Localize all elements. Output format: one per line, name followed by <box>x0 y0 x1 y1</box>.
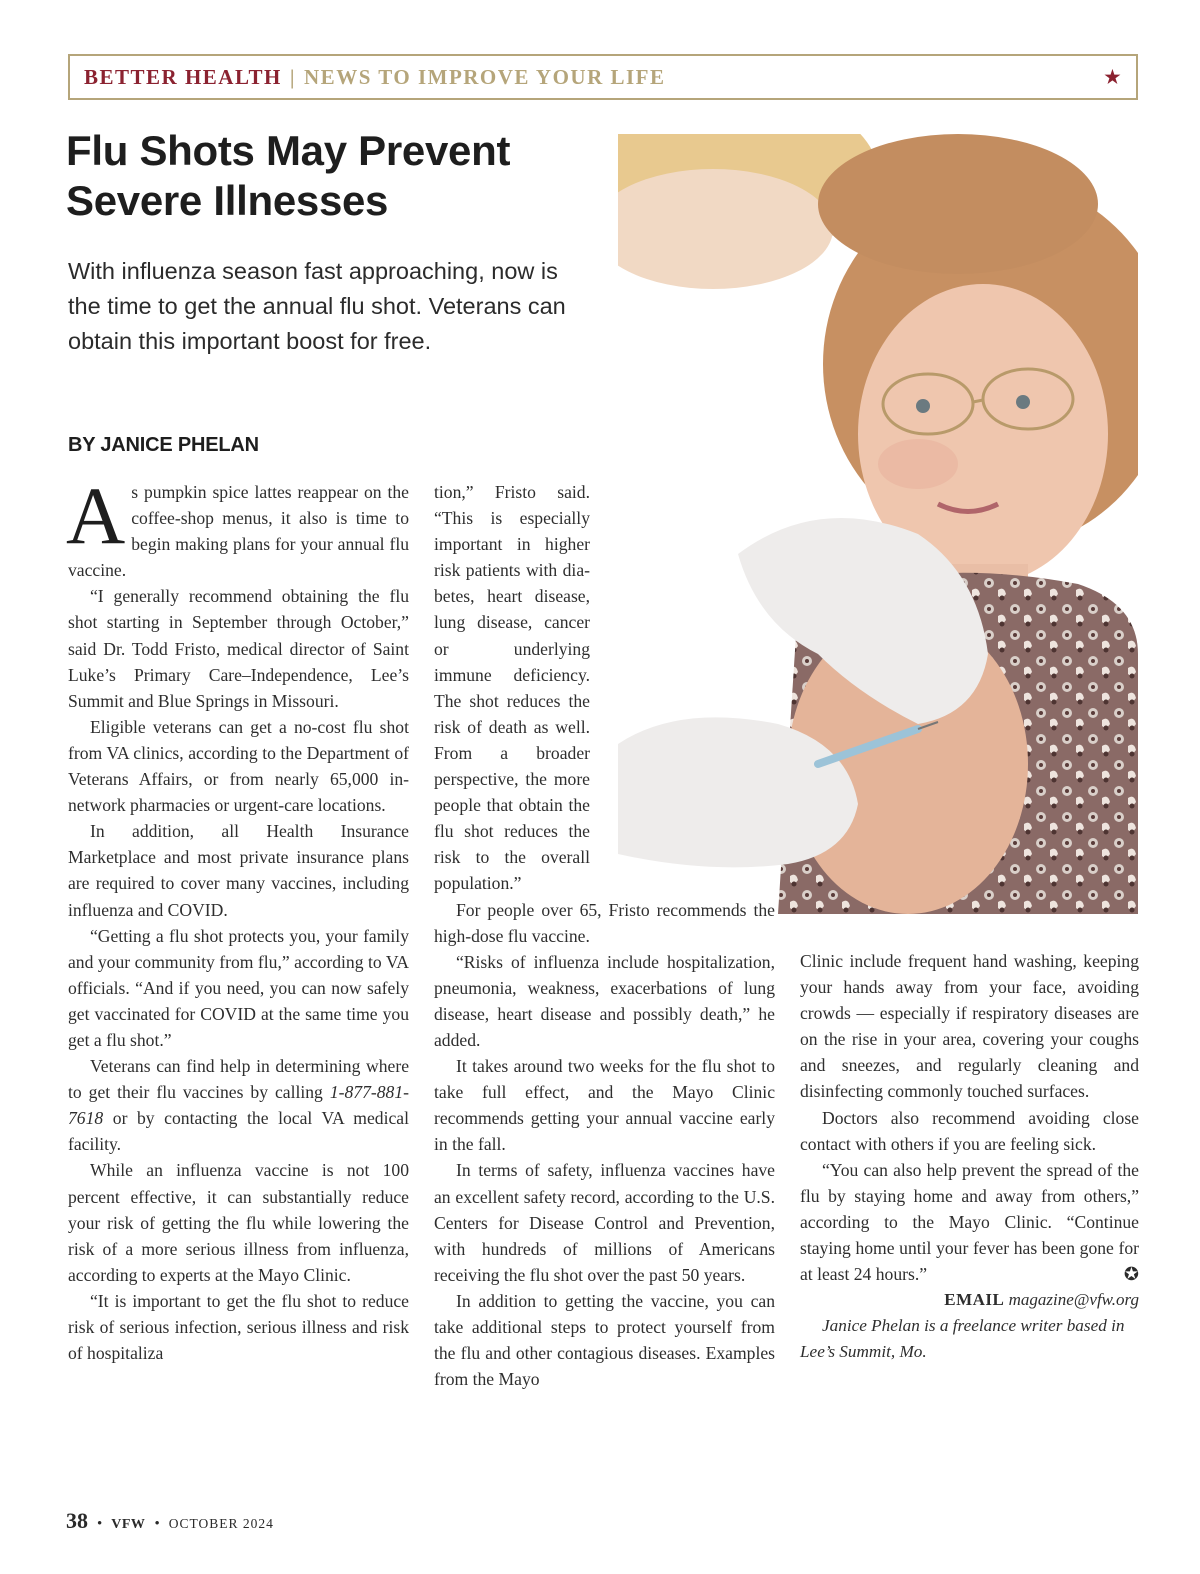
header-separator: | <box>289 64 297 89</box>
paragraph-text: s pumpkin spice lattes reappear on the coffee-shop menus, it also is time to begin making plans for your annual flu vaccine. <box>68 482 409 581</box>
paragraph <box>66 470 409 583</box>
section-tagline: NEWS TO IMPROVE YOUR LIFE <box>304 64 666 89</box>
paragraph: While an influenza vaccine is not 100 percent effective, it can substantially reduce your risk of getting the flu while lowering the risk of a more serious illness from influenza, according to experts at the Mayo Clinic. <box>68 1160 409 1285</box>
paragraph: For people over 65, Fristo recommends the high-dose flu vaccine. <box>434 899 775 946</box>
phone-number: 1-877-881-7618 <box>68 1082 409 1129</box>
page-footer <box>66 1508 274 1534</box>
page-number: 38 <box>66 1508 88 1533</box>
paragraph: “Getting a flu shot protects you, your family and your community from flu,” according to VA officials. “And if you need, you can now safely get vaccinated for COVID at the same time you get a flu shot.” <box>68 925 409 1050</box>
paragraph: Doctors also recommend avoiding close contact with others if you are feeling sick. <box>800 1107 1139 1154</box>
paragraph: In addition to getting the vaccine, you can take additional steps to protect yourself from the flu and other contagious diseases. Examples from the Mayo <box>434 1290 775 1390</box>
paragraph: It takes around two weeks for the flu shot to take full effect, and the Mayo Clinic recommends getting your annual vaccine early in the fall. <box>434 1056 775 1155</box>
section-name: BETTER HEALTH <box>84 64 282 89</box>
article-deck: With influenza season fast approaching, now is the time to get the annual flu shot. Veterans can obtain this important boost for free. <box>68 258 566 354</box>
paragraph: Eligible veterans can get a no-cost flu shot from VA clinics, according to the Department of Veterans Affairs, or from nearly 65,000 in-network pharmacies or urgent-care locations. <box>68 716 409 816</box>
article-byline: BY JANICE PHELAN <box>68 434 259 456</box>
magazine-name: VFW <box>111 1517 146 1532</box>
issue-date: OCTOBER 2024 <box>168 1516 274 1531</box>
paragraph: In addition, all Health Insurance Marketplace and most private insurance plans are required to cover many vaccines, including influenza and COVID. <box>68 821 409 920</box>
email-address[interactable]: magazine@vfw.org <box>1008 1290 1139 1310</box>
author-bio: Janice Phelan is a freelance writer based in Lee’s Summit, Mo. <box>800 1316 1125 1362</box>
paragraph-text: or by contacting the local VA medical facility. <box>68 1108 409 1155</box>
paragraph: “It is important to get the flu shot to reduce risk of serious infection, serious illness and risk of hospitaliza <box>68 1290 409 1364</box>
paragraph: In terms of safety, influenza vaccines have an excellent safety record, according to the U.S. Centers for Disease Control and Prevention, with hundreds of millions of Americans receiving the flu shot over the past 50 years. <box>434 1160 775 1285</box>
paragraph: “I generally recommend obtaining the flu shot starting in September through October,” said Dr. Todd Fristo, medical director of Saint Luke’s Primary Care–Independence, Lee’s Summit and Blue Springs in Missouri. <box>68 586 409 711</box>
paragraph <box>800 1157 1139 1287</box>
article-column-2 <box>434 479 775 1392</box>
email-label: EMAIL <box>944 1290 1005 1310</box>
paragraph-text: “You can also help prevent the spread of the flu by staying home and away from others,” according to the Mayo Clinic. “Continue staying home until your fever has been gone for at least 24 hours.” <box>800 1159 1139 1285</box>
paragraph: “Risks of influenza include hospitalization, pneumonia, weakness, exacerbations of lung disease, heart disease and possibly death,” he added. <box>434 951 775 1050</box>
star-icon: ★ <box>1104 66 1122 87</box>
footer-dot: • <box>97 1516 103 1532</box>
end-mark-icon: ✪ <box>1123 1264 1139 1285</box>
paragraph-text: Veterans can find help in determining where to get their flu vaccines by calling <box>68 1056 409 1103</box>
article-column-3 <box>800 948 1139 1366</box>
paragraph: tion,” Fristo said. “This is especially important in higher risk patients with diabetes, heart disease, lung disease, cancer or underlying immune deficiency. The shot reduces the risk of death as well. From a broader perspective, the more people that obtain the flu shot reduces the risk to the overall population.” <box>434 482 590 894</box>
footer-dot: • <box>154 1516 160 1532</box>
paragraph <box>68 1053 409 1157</box>
email-line <box>800 1287 1139 1313</box>
drop-cap: A <box>66 470 126 561</box>
article-headline: Flu Shots May Prevent Severe Illnesses <box>66 127 511 224</box>
article-column-1 <box>66 470 409 1366</box>
paragraph: Clinic include frequent hand washing, keeping your hands away from your face, avoiding crowds — especially if respiratory diseases are on the rise in your area, covering your coughs and sneezes, and regularly cleaning and disinfecting commonly touched surfaces. <box>800 951 1139 1102</box>
section-header-bar <box>68 54 1138 100</box>
